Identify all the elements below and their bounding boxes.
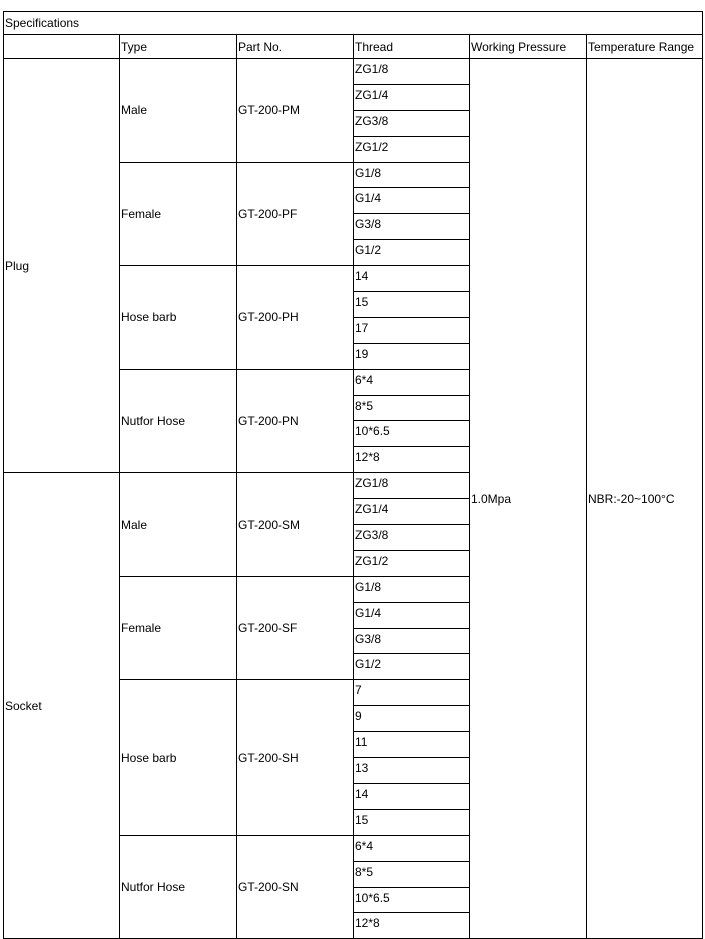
thread-cell: ZG3/8 — [354, 110, 470, 136]
thread-cell: 14 — [354, 783, 470, 809]
part-no-cell: GT-200-PF — [237, 162, 354, 266]
type-cell: Male — [120, 473, 237, 577]
thread-cell: ZG1/8 — [354, 473, 470, 499]
header-type: Type — [120, 35, 237, 59]
thread-cell: G1/2 — [354, 240, 470, 266]
type-cell: Male — [120, 59, 237, 163]
thread-cell: ZG1/4 — [354, 499, 470, 525]
thread-cell: G1/8 — [354, 576, 470, 602]
part-no-cell: GT-200-PN — [237, 369, 354, 473]
category-cell: Plug — [4, 59, 120, 473]
type-cell: Female — [120, 162, 237, 266]
thread-cell: G1/4 — [354, 188, 470, 214]
thread-cell: 15 — [354, 292, 470, 318]
thread-cell: 17 — [354, 317, 470, 343]
part-no-cell: GT-200-SH — [237, 680, 354, 835]
thread-cell: 15 — [354, 809, 470, 835]
header-working-pressure: Working Pressure — [470, 35, 587, 59]
thread-cell: ZG1/8 — [354, 59, 470, 85]
thread-cell: ZG3/8 — [354, 525, 470, 551]
thread-cell: 6*4 — [354, 369, 470, 395]
temperature-range-cell: NBR:-20~100°C — [587, 59, 703, 939]
thread-cell: ZG1/2 — [354, 550, 470, 576]
thread-cell: 9 — [354, 706, 470, 732]
thread-cell: G3/8 — [354, 628, 470, 654]
header-temperature-range: Temperature Range — [587, 35, 703, 59]
thread-cell: G1/2 — [354, 654, 470, 680]
thread-cell: 12*8 — [354, 447, 470, 473]
spec-table-body — [4, 12, 703, 939]
spec-table-container — [3, 11, 703, 939]
thread-cell: 6*4 — [354, 835, 470, 861]
type-cell: Nutfor Hose — [120, 369, 237, 473]
thread-cell: G3/8 — [354, 214, 470, 240]
thread-cell: 8*5 — [354, 861, 470, 887]
type-cell: Nutfor Hose — [120, 835, 237, 939]
thread-cell: ZG1/2 — [354, 136, 470, 162]
part-no-cell: GT-200-PM — [237, 59, 354, 163]
thread-cell: 8*5 — [354, 395, 470, 421]
table-title: Specifications — [4, 12, 703, 35]
part-no-cell: GT-200-SN — [237, 835, 354, 939]
thread-cell: 10*6.5 — [354, 887, 470, 913]
header-thread: Thread — [354, 35, 470, 59]
part-no-cell: GT-200-SM — [237, 473, 354, 577]
working-pressure-cell: 1.0Mpa — [470, 59, 587, 939]
part-no-cell: GT-200-PH — [237, 266, 354, 370]
header-category — [4, 35, 120, 59]
header-row — [4, 35, 703, 59]
thread-cell: 7 — [354, 680, 470, 706]
thread-cell: 14 — [354, 266, 470, 292]
title-row — [4, 12, 703, 35]
type-cell: Hose barb — [120, 266, 237, 370]
thread-cell: G1/8 — [354, 162, 470, 188]
thread-cell: 10*6.5 — [354, 421, 470, 447]
thread-cell: 13 — [354, 758, 470, 784]
thread-cell: ZG1/4 — [354, 84, 470, 110]
thread-cell: 11 — [354, 732, 470, 758]
category-cell: Socket — [4, 473, 120, 939]
header-part-no: Part No. — [237, 35, 354, 59]
part-no-cell: GT-200-SF — [237, 576, 354, 680]
specifications-table — [3, 11, 703, 939]
thread-cell: 12*8 — [354, 913, 470, 939]
type-cell: Hose barb — [120, 680, 237, 835]
table-row — [4, 59, 703, 85]
thread-cell: 19 — [354, 343, 470, 369]
type-cell: Female — [120, 576, 237, 680]
thread-cell: G1/4 — [354, 602, 470, 628]
